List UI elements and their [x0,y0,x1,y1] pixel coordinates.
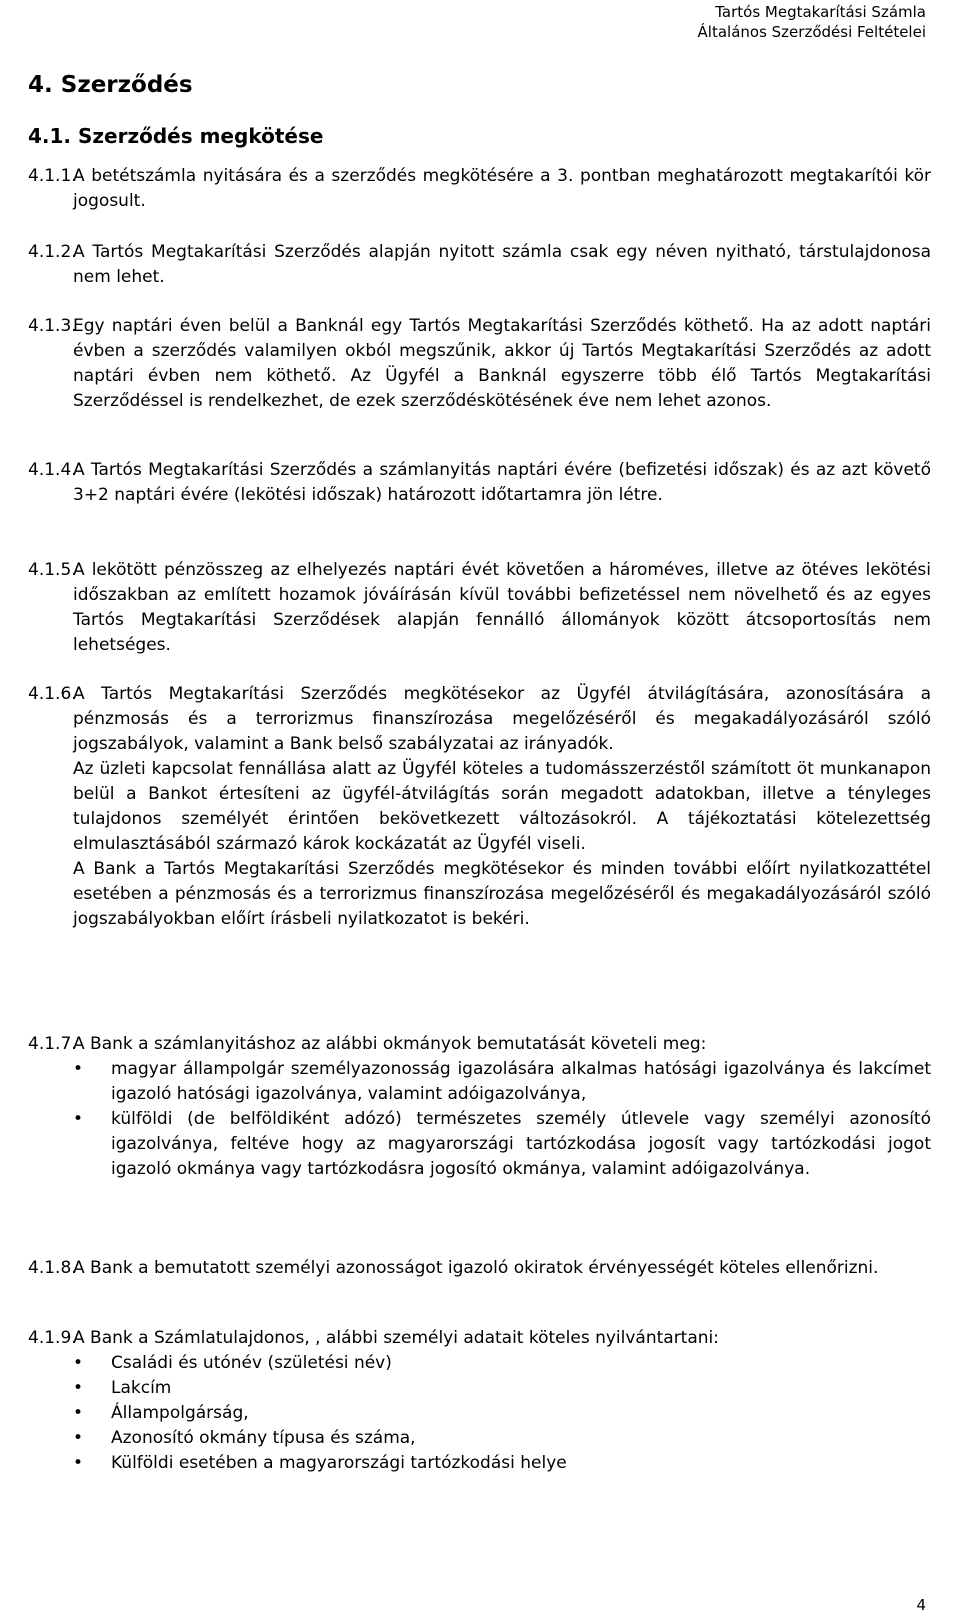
clause-paragraph: A Tartós Megtakarítási Szerződés megkötésekor az Ügyfél átvilágítására, azonosítására a pénzmosás és a terrorizmus finanszírozása megelőzéséről és megakadályozásáról szóló jogszabályok, valamint a Bank belső szabályzatai az irányadók. [73,684,931,754]
clause-paragraph: A Bank a Tartós Megtakarítási Szerződés megkötésekor és minden további előírt nyilatkozattétel esetében a pénzmosás és a terrorizmus finanszírozása megelőzéséről és megakadályozásáról szóló jogszabályokban előírt írásbeli nyilatkozatot is bekéri. [73,859,931,929]
clause-text [73,1032,931,1057]
clause-number: 4.1.9. [28,1328,77,1348]
header-title: Tartós Megtakarítási Számla [715,3,926,21]
list-item [73,1401,931,1426]
list-item [73,1426,931,1451]
list-item-text: külföldi (de belföldiként adózó) természetes személy útlevele vagy személyi azonosító igazolványa, feltéve hogy az magyarországi tartózkodása jogosít vagy tartózkodási jogot igazoló okmánya vagy tartózkodásra jogosító okmánya, valamint adóigazolványa. [111,1109,931,1179]
bullet-icon: • [73,1353,84,1373]
list-item-text: Azonosító okmány típusa és száma, [111,1428,416,1448]
section-heading: 4. Szerződés [28,72,193,98]
clause-text [73,558,931,658]
clause-text [73,240,931,290]
clause-text [73,458,931,508]
personal-data-items [73,1351,931,1476]
clause-number: 4.1.7. [28,1034,77,1054]
clause-intro: A Bank a Számlatulajdonos, , alábbi személyi adatait köteles nyilvántartani: [73,1328,719,1348]
clause-number: 4.1.5. [28,560,77,580]
clause-number: 4.1.1. [28,166,77,186]
list-item [73,1057,931,1107]
bullet-icon: • [73,1378,84,1398]
list-item [73,1451,931,1476]
clause-paragraph: Egy naptári éven belül a Banknál egy Tartós Megtakarítási Szerződés köthető. Ha az adott naptári évben a szerződés valamilyen okból megszűnik, akkor új Tartós Megtakarítási Szerződés az adott naptári évben nem köthető. Az Ügyfél a Banknál egyszerre több élő Tartós Megtakarítási Szerződéssel is rendelkezhet, de ezek szerződéskötésének éve nem lehet azonos. [73,316,931,411]
bullet-icon: • [73,1403,84,1423]
clause-paragraph: A betétszámla nyitására és a szerződés megkötésére a 3. pontban meghatározott megtakarítói kör jogosult. [73,166,931,211]
clause-text [73,682,931,932]
list-item [73,1351,931,1376]
list-item-text: Állampolgárság, [111,1403,249,1423]
list-item [73,1376,931,1401]
clause-number: 4.1.4. [28,460,77,480]
bullet-icon: • [73,1059,84,1079]
clause-number: 4.1.3. [28,316,77,336]
clause-paragraph: A Tartós Megtakarítási Szerződés a számlanyitás naptári évére (befizetési időszak) és az azt követő 3+2 naptári évére (lekötési időszak) határozott időtartamra jön létre. [73,460,931,505]
clause-intro: A Bank a számlanyitáshoz az alábbi okmányok bemutatását követeli meg: [73,1034,707,1054]
bullet-icon: • [73,1453,84,1473]
clause-text [73,1326,931,1351]
list-item-text: Lakcím [111,1378,172,1398]
clause-number: 4.1.2. [28,242,77,262]
page-header [698,2,926,42]
list-item-text: magyar állampolgár személyazonosság igazolására alkalmas hatósági igazolványa és lakcímet igazoló hatósági igazolványa, valamint adóigazolványa, [111,1059,931,1104]
bullet-icon: • [73,1428,84,1448]
clause-paragraph: A Tartós Megtakarítási Szerződés alapján nyitott számla csak egy néven nyitható, társtulajdonosa nem lehet. [73,242,931,287]
clause-number: 4.1.8. [28,1258,77,1278]
clause-paragraph: A Bank a bemutatott személyi azonosságot igazoló okiratok érvényességét köteles ellenőrizni. [73,1258,879,1278]
required-documents-list [73,1057,931,1182]
clause-number: 4.1.6. [28,684,77,704]
bullet-icon: • [73,1109,84,1129]
clause-paragraph: Az üzleti kapcsolat fennállása alatt az Ügyfél köteles a tudomásszerzéstől számított öt munkanapon belül a Bankot értesíteni az ügyfél-átvilágítás során megadott adatokban, illetve a tényleges tulajdonos személyét érintően bekövetkezett változásokról. A tájékoztatási kötelezettség elmulasztásából származó károk kockázatát az Ügyfél viseli. [73,759,931,854]
subsection-heading: 4.1. Szerződés megkötése [28,124,324,148]
list-item-text: Külföldi esetében a magyarországi tartózkodási helye [111,1453,567,1473]
list-item [73,1107,931,1182]
page-number: 4 [916,1596,926,1614]
clause-text [73,314,931,414]
header-subtitle: Általános Szerződési Feltételei [697,23,926,41]
clause-text [73,164,931,214]
clause-text [73,1256,931,1281]
list-item-text: Családi és utónév (születési név) [111,1353,392,1373]
clause-paragraph: A lekötött pénzösszeg az elhelyezés naptári évét követően a hároméves, illetve az ötéves lekötési időszakban az említett hozamok jóváírásán kívül további befizetéssel nem növelhető és az egyes Tartós Megtakarítási Szerződések alapján fennálló állományok között átcsoportosítás nem lehetséges. [73,560,931,655]
